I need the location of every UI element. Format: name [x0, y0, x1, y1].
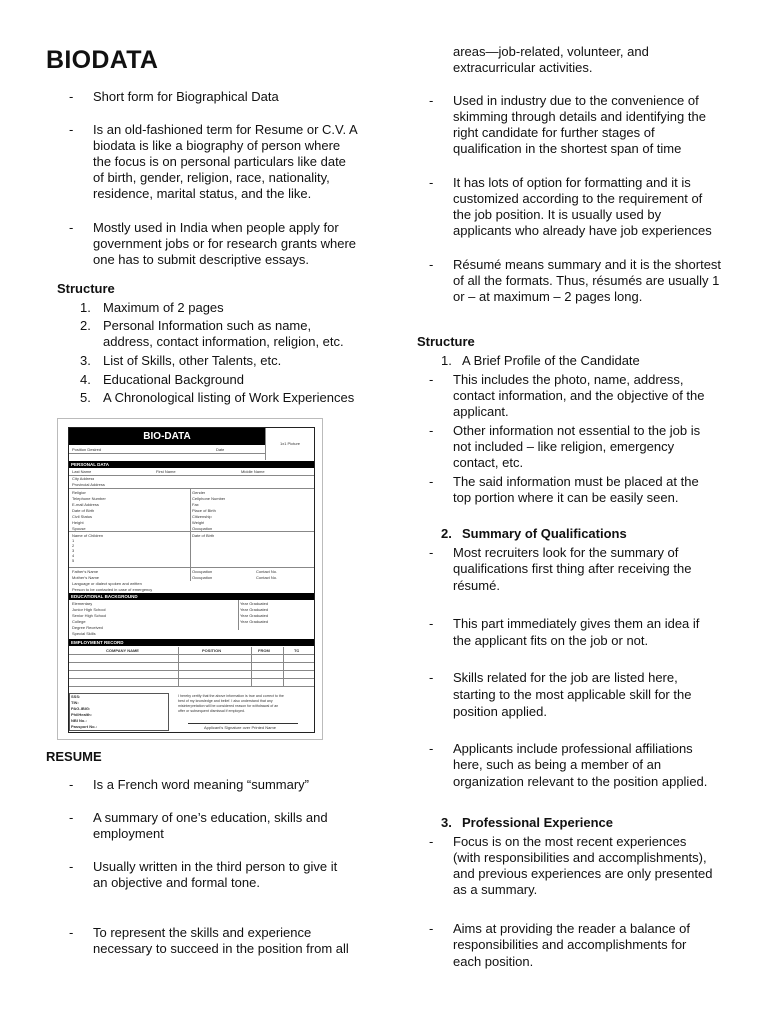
bullet-text: contact, etc. — [453, 455, 524, 470]
list-item: Personal Information such as name, — [103, 318, 312, 333]
resume-heading: RESUME — [46, 749, 102, 764]
form-cell: POSITION — [202, 648, 222, 653]
form-rule — [69, 662, 314, 663]
form-cell: College — [72, 619, 86, 624]
form-cell: Civil Status — [72, 514, 93, 519]
form-cell: Place of Birth — [192, 508, 216, 513]
form-cell: Special Skills — [72, 631, 96, 636]
list-number: 3. — [80, 353, 91, 368]
bullet-dash: - — [429, 372, 434, 387]
bullet-text: contact information, and the objective of the — [453, 388, 705, 403]
list-item: Educational Background — [103, 372, 244, 387]
form-cell: Height — [72, 520, 84, 525]
bullet-text: Résumé means summary and it is the shortest — [453, 257, 722, 272]
bullet-dash: - — [429, 670, 434, 685]
continuation-text: extracurricular activities. — [453, 60, 593, 75]
form-cell: FROM — [258, 648, 270, 653]
form-cell: Telephone Number — [72, 496, 106, 501]
page-title: BIODATA — [46, 46, 159, 74]
form-rule — [69, 678, 314, 679]
bullet-text: or – at maximum – 2 pages long. — [453, 289, 643, 304]
bullet-dash: - — [429, 257, 434, 272]
form-cell: Occupation — [192, 526, 213, 531]
form-frame — [68, 427, 315, 733]
bullet-dash: - — [69, 122, 74, 137]
form-cell: 4 — [72, 553, 75, 558]
form-rule — [265, 428, 266, 460]
form-cell: Mother's Name — [72, 575, 99, 580]
bullet-text: skimming through details and identifying the — [453, 109, 706, 124]
bullet-text: Short form for Biographical Data — [93, 89, 279, 104]
bullet-text: each position. — [453, 954, 534, 969]
bullet-text: The said information must be placed at the — [453, 474, 699, 489]
form-cell: Contact No. — [256, 575, 278, 580]
form-cell: Weight — [192, 520, 205, 525]
form-position-label: Position Desired — [72, 447, 102, 452]
bullet-text: of all the formats. Thus, résumés are usually 1 — [453, 273, 720, 288]
form-cell: Religion — [72, 490, 87, 495]
form-cell: Occupation — [192, 569, 213, 574]
form-cell: COMPANY NAME — [106, 648, 139, 653]
form-rule — [69, 686, 314, 687]
bullet-text: the job position. It is usually used by — [453, 207, 662, 222]
list-number: 4. — [80, 372, 91, 387]
form-rule — [69, 567, 314, 568]
bullet-text: right candidate for further stages of — [453, 125, 655, 140]
section-number: 3. — [441, 815, 452, 830]
form-cell: City Address — [72, 476, 95, 481]
form-cell: Last Name — [72, 469, 92, 474]
bullet-text: This part immediately gives them an idea if — [453, 616, 700, 631]
form-cell: 3 — [72, 548, 75, 553]
form-cell: Elementary — [72, 601, 93, 606]
form-cell: Senior High School — [72, 613, 107, 618]
section-number: 2. — [441, 526, 452, 541]
section-number: 1. — [441, 353, 452, 368]
form-cell: Date of Birth — [192, 533, 215, 538]
biodata-form-image — [57, 418, 323, 740]
form-cell: Passport No.: — [71, 724, 98, 729]
form-rule — [238, 600, 239, 630]
section-title: Professional Experience — [462, 815, 614, 830]
form-cell: best of my knowledge and belief. I also understand that any — [178, 699, 273, 703]
bullet-text: employment — [93, 826, 164, 841]
bullet-dash: - — [429, 921, 434, 936]
bullet-text: here, such as being a member of an — [453, 757, 662, 772]
bullet-text: the focus is on personal particulars like date — [93, 154, 346, 169]
form-cell: 2 — [72, 543, 75, 548]
bullet-dash: - — [429, 545, 434, 560]
bullet-text: necessary to succeed in the position from all — [93, 941, 349, 956]
form-rule — [69, 654, 314, 655]
form-cell: 5 — [72, 558, 75, 563]
bullet-text: (with responsibilities and accomplishments), — [453, 850, 707, 865]
bullet-text: résumé. — [453, 578, 500, 593]
bullet-text: position applied. — [453, 704, 547, 719]
form-cell: Citizenship — [192, 514, 212, 519]
bullet-text: responsibilities and accomplishments for — [453, 937, 687, 952]
bullet-dash: - — [69, 925, 74, 940]
bullet-text: Is an old-fashioned term for Resume or C.V. A — [93, 122, 358, 137]
bullet-text: Most recruiters look for the summary of — [453, 545, 679, 560]
resume-structure-heading: Structure — [417, 334, 475, 349]
form-rule — [69, 670, 314, 671]
bullet-dash: - — [69, 810, 74, 825]
bullet-text: Usually written in the third person to give it — [93, 859, 338, 874]
section-title: Summary of Qualifications — [462, 526, 627, 541]
form-cell: Spouse — [72, 526, 86, 531]
bullet-text: starting to the most applicable skill for the — [453, 687, 692, 702]
form-cell: Junior High School — [72, 607, 106, 612]
form-cell: TO — [294, 648, 300, 653]
form-education-header: EDUCATIONAL BACKGROUND — [69, 593, 314, 600]
form-cell: Year Graduated — [240, 607, 269, 612]
form-rule — [69, 453, 265, 454]
bullet-dash: - — [69, 859, 74, 874]
form-cell: I hereby certify that the above information is true and correct to the — [178, 694, 284, 698]
form-rule — [178, 647, 179, 687]
form-cell: Father's Name — [72, 569, 99, 574]
bullet-text: government jobs or for research grants where — [93, 236, 357, 251]
bullet-text: Mostly used in India when people apply for — [93, 220, 339, 235]
bullet-text: as a summary. — [453, 882, 538, 897]
form-cell: Gender — [192, 490, 206, 495]
form-cell: PAG-IBIG: — [71, 706, 91, 711]
form-cell: TIN: — [71, 700, 79, 705]
list-item: Maximum of 2 pages — [103, 300, 224, 315]
form-cell: Occupation — [192, 575, 213, 580]
bullet-text: Applicants include professional affiliations — [453, 741, 693, 756]
bullet-dash: - — [429, 93, 434, 108]
bullet-dash: - — [429, 474, 434, 489]
bullet-text: organization relevant to the position applied. — [453, 774, 708, 789]
bullet-text: not included – like religion, emergency — [453, 439, 675, 454]
list-number: 2. — [80, 318, 91, 333]
bullet-text: applicants who already have job experiences — [453, 223, 712, 238]
bullet-text: one has to submit descriptive essays. — [93, 252, 310, 267]
form-employment-header: EMPLOYMENT RECORD — [69, 639, 314, 646]
bullet-text: To represent the skills and experience — [93, 925, 312, 940]
form-cell: Year Graduated — [240, 613, 269, 618]
bullet-text: qualification in the shortest span of time — [453, 141, 682, 156]
form-cell: Name of Children — [72, 533, 104, 538]
bullet-dash: - — [429, 834, 434, 849]
form-cell: Date of Birth — [72, 508, 95, 513]
bullet-text: applicant. — [453, 404, 509, 419]
form-cell: Fax — [192, 502, 199, 507]
bullet-text: top portion where it can be easily seen. — [453, 490, 679, 505]
bullet-dash: - — [429, 616, 434, 631]
form-photo-label: 1x1 Picture — [280, 441, 301, 446]
bullet-text: Aims at providing the reader a balance of — [453, 921, 691, 936]
form-rule — [69, 531, 314, 532]
bullet-text: Focus is on the most recent experiences — [453, 834, 687, 849]
bullet-text: the applicant fits on the job or not. — [453, 633, 649, 648]
form-cell: Degree Received — [72, 625, 103, 630]
form-rule — [188, 723, 298, 724]
list-item: List of Skills, other Talents, etc. — [103, 353, 282, 368]
form-cell: offer or subsequent dismissal if employed. — [178, 709, 246, 713]
form-cell: NBI No.: — [71, 718, 87, 723]
form-cell: Year Graduated — [240, 619, 269, 624]
bullet-dash: - — [69, 777, 74, 792]
form-cell: Year Graduated — [240, 601, 269, 606]
bullet-text: residence, marital status, and the like. — [93, 186, 312, 201]
form-cell: Person to be contacted in case of emergency — [72, 587, 153, 592]
bullet-dash: - — [69, 220, 74, 235]
form-cell: SSS: — [71, 694, 81, 699]
section-title: A Brief Profile of the Candidate — [462, 353, 640, 368]
form-cell: misinterpretation will be considered reason for withdrawal of an — [178, 704, 279, 708]
bullet-text: Is a French word meaning “summary” — [93, 777, 310, 792]
bullet-text: It has lots of option for formatting and it is — [453, 175, 691, 190]
bullet-text: This includes the photo, name, address, — [453, 372, 684, 387]
form-date-label: Date — [216, 447, 225, 452]
continuation-text: areas—job-related, volunteer, and — [453, 44, 649, 59]
bullet-text: Skills related for the job are listed here, — [453, 670, 678, 685]
bullet-text: an objective and formal tone. — [93, 875, 260, 890]
form-rule — [251, 647, 252, 687]
bullet-text: customized according to the requirement of — [453, 191, 703, 206]
form-rule — [69, 475, 314, 476]
form-cell: PhilHealth: — [71, 712, 92, 717]
form-rule — [69, 488, 314, 489]
form-signature-label: Applicant's Signature over Printed Name — [204, 725, 276, 730]
form-cell: First Name — [156, 469, 176, 474]
form-header: BIO-DATA — [69, 428, 265, 445]
bullet-text: biodata is like a biography of person where — [93, 138, 341, 153]
bullet-dash: - — [69, 89, 74, 104]
form-cell: Contact No. — [256, 569, 278, 574]
bullet-text: of birth, gender, religion, race, nationality, — [93, 170, 330, 185]
bullet-text: and previous experiences are only presented — [453, 866, 713, 881]
bullet-dash: - — [429, 741, 434, 756]
form-cell: Language or dialect spoken and written — [72, 581, 142, 586]
form-cell: E-mail Address — [72, 502, 99, 507]
list-number: 1. — [80, 300, 91, 315]
list-item: address, contact information, religion, etc. — [103, 334, 344, 349]
bullet-dash: - — [429, 175, 434, 190]
form-cell: Cellphone Number — [192, 496, 226, 501]
list-number: 5. — [80, 390, 91, 405]
form-rule — [283, 647, 284, 687]
form-cell: Middle Name — [241, 469, 265, 474]
form-cell: 1 — [72, 538, 75, 543]
form-cell: Provincial Address — [72, 482, 105, 487]
bullet-dash: - — [429, 423, 434, 438]
form-personal-header: PERSONAL DATA — [69, 461, 314, 468]
bullet-text: Used in industry due to the convenience of — [453, 93, 699, 108]
biodata-structure-heading: Structure — [57, 281, 115, 296]
bullet-text: qualifications first thing after receiving the — [453, 561, 692, 576]
list-item: A Chronological listing of Work Experiences — [103, 390, 355, 405]
bullet-text: A summary of one’s education, skills and — [93, 810, 328, 825]
bullet-text: Other information not essential to the job is — [453, 423, 701, 438]
